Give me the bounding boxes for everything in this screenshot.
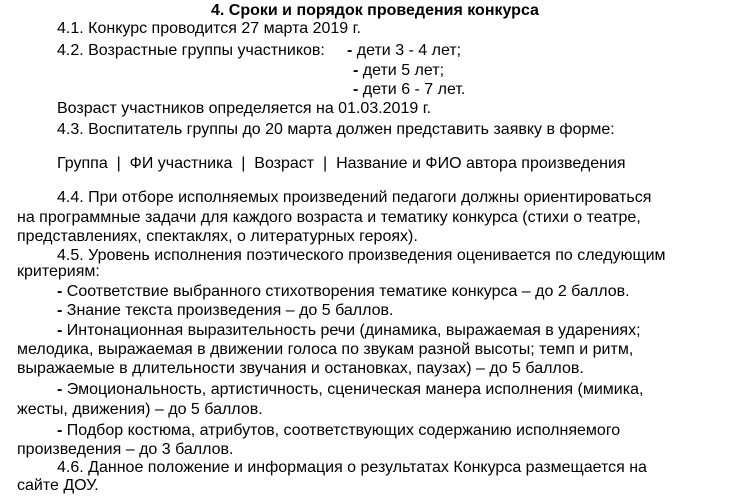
dash-marker: - [57, 302, 63, 319]
paragraph-4-6-line: сайте ДОУ. [17, 477, 99, 494]
paragraph-4-4-line: представлениях, спектаклях, о литературных героях). [17, 228, 418, 245]
dash-marker: - [57, 422, 63, 439]
application-form-fields: Группа | ФИ участника | Возраст | Название и ФИО автора произведения [57, 155, 626, 172]
section-heading: 4. Сроки и порядок проведения конкурса [211, 2, 539, 19]
dash-marker: - [57, 283, 63, 300]
age-note: Возраст участников определяется на 01.03.2019 г. [57, 100, 432, 117]
dash-marker: - [347, 42, 353, 59]
criterion-text: Интонационная выразительность речи (динамика, выражаемая в ударениях; [62, 322, 641, 339]
paragraph-4-5-line: критериям: [17, 263, 100, 280]
criterion-item [57, 301, 393, 320]
criterion-text: Эмоциональность, артистичность, сценическая манера исполнения (мимика, [62, 381, 644, 398]
criterion-item [57, 421, 620, 440]
age-group-text: дети 3 - 4 лет; [352, 42, 462, 59]
dash-marker: - [353, 62, 359, 79]
dash-marker: - [57, 322, 63, 339]
paragraph-4-2-lead: 4.2. Возрастные группы участников: [57, 42, 325, 59]
criterion-item [57, 321, 641, 340]
age-group-item [353, 61, 444, 80]
paragraph-4-4-line: 4.4. При отборе исполняемых произведений педагоги должны ориентироваться [57, 189, 652, 206]
age-group-text: дети 5 лет; [358, 62, 445, 79]
paragraph-4-4-line: на программные задачи для каждого возраста и тематику конкурса (стихи о театре, [17, 209, 641, 226]
criterion-text: Соответствие выбранного стихотворения тематике конкурса – до 2 баллов. [62, 283, 630, 300]
criterion-continuation: жесты, движения) – до 5 баллов. [17, 401, 263, 418]
age-group-item [353, 80, 465, 99]
criterion-text: Подбор костюма, атрибутов, соответствующих содержанию исполняемого [62, 422, 621, 439]
criterion-continuation: мелодика, выражаемая в движении голоса по звукам разной высоты; темп и ритм, [17, 341, 634, 358]
criterion-continuation: выражаемые в длительности звучания и остановках, паузах) – до 5 баллов. [17, 360, 584, 377]
dash-marker: - [353, 81, 359, 98]
criterion-item [57, 282, 630, 301]
dash-marker: - [57, 381, 63, 398]
criterion-text: Знание текста произведения – до 5 баллов. [62, 302, 394, 319]
age-group-item [347, 41, 461, 60]
paragraph-4-1: 4.1. Конкурс проводится 27 марта 2019 г. [57, 20, 361, 37]
paragraph-4-5-line: 4.5. Уровень исполнения поэтического произведения оценивается по следующим [57, 247, 666, 264]
age-group-text: дети 6 - 7 лет. [358, 81, 466, 98]
paragraph-4-3: 4.3. Воспитатель группы до 20 марта должен представить заявку в форме: [57, 121, 615, 138]
criterion-item [57, 380, 643, 399]
paragraph-4-6-line: 4.6. Данное положение и информация о результатах Конкурса размещается на [57, 459, 647, 476]
criterion-continuation: произведения – до 3 баллов. [17, 441, 234, 458]
